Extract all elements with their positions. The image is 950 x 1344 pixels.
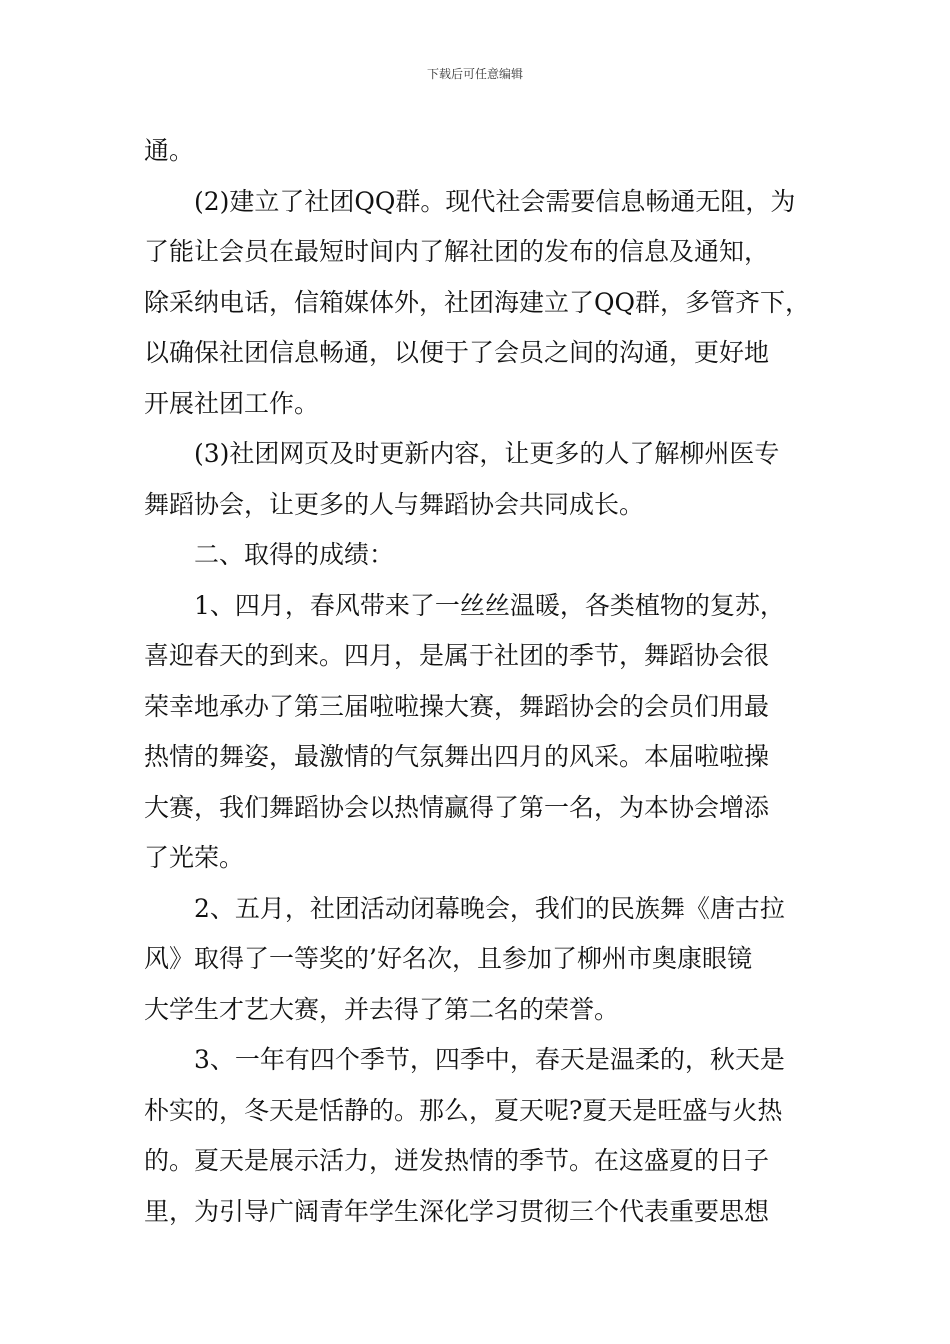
text-line: 除采纳电话，信箱媒体外，社团海建立了QQ群，多管齐下，: [144, 287, 810, 317]
page-header: 下载后可任意编辑: [426, 67, 523, 81]
text-line: 喜迎春天的到来。四月，是属于社团的季节，舞蹈协会很: [144, 641, 770, 670]
text-line: 了能让会员在最短时间内了解社团的发布的信息及通知，: [144, 237, 770, 266]
text-line: 热情的舞姿，最激情的气氛舞出四月的风采。本届啦啦操: [144, 742, 770, 771]
text-line: 通。: [144, 136, 195, 165]
document-body: [144, 126, 824, 1237]
text-line: 开展社团工作。: [144, 388, 320, 418]
text-line: 风》取得了一等奖的’好名次，且参加了柳州市奥康眼镜: [144, 944, 752, 973]
text-line: 的。夏天是展示活力，迸发热情的季节。在这盛夏的日子: [144, 1146, 770, 1175]
section-heading: 二、取得的成绩：: [194, 540, 395, 569]
text-line: (3)社团网页及时更新内容，让更多的人了解柳州医专: [194, 439, 780, 468]
text-line: 2、五月，社团活动闭幕晚会，我们的民族舞《唐古拉: [194, 893, 785, 923]
text-line: 荣幸地承办了第三届啦啦操大赛，舞蹈协会的会员们用最: [144, 691, 770, 721]
text-line: 以确保社团信息畅通，以便于了会员之间的沟通，更好地: [144, 338, 770, 367]
text-line: 舞蹈协会，让更多的人与舞蹈协会共同成长。: [144, 489, 645, 519]
text-line: 大赛，我们舞蹈协会以热情赢得了第一名，为本协会增添: [144, 792, 770, 822]
text-line: 里，为引导广阔青年学生深化学习贯彻三个代表重要思想: [144, 1196, 770, 1226]
text-line: 1、四月，春风带来了一丝丝温暖，各类植物的复苏，: [194, 590, 785, 620]
text-line: 朴实的，冬天是恬静的。那么，夏天呢?夏天是旺盛与火热: [144, 1095, 783, 1125]
text-line: 3、一年有四个季节，四季中，春天是温柔的，秋天是: [194, 1045, 785, 1074]
text-line: 了光荣。: [144, 843, 245, 872]
text-line: 大学生才艺大赛，并去得了第二名的荣誉。: [144, 994, 620, 1024]
text-line: (2)建立了社团QQ群。现代社会需要信息畅通无阻，为: [194, 186, 796, 216]
